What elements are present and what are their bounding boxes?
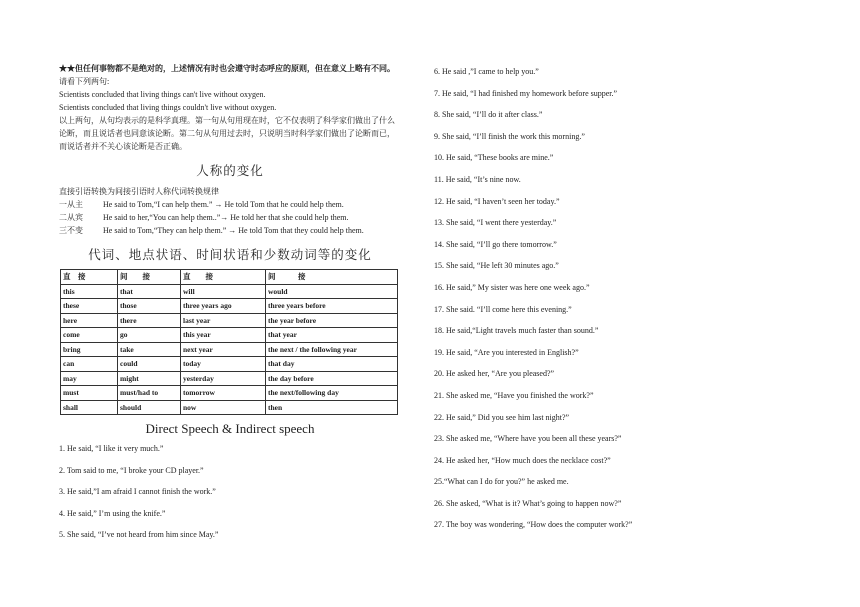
table-cell: bring (61, 342, 118, 357)
table-cell: this year (181, 328, 266, 343)
table-cell: that (118, 284, 181, 299)
exercise-item: 12. He said, “I haven’t seen her today.” (434, 196, 560, 206)
exercise-item: 10. He said, “These books are mine.” (434, 153, 554, 163)
rule-example: He said to Tom,“I can help them.” → He told Tom that he could help them. (103, 200, 344, 209)
table-cell: should (118, 400, 181, 415)
rule-example: He said to her,“You can help them..”→ He told her that she could help them. (103, 213, 349, 222)
table-cell: the year before (266, 313, 398, 328)
person-rule-row (59, 198, 401, 211)
header-direct-2: 直 接 (181, 270, 266, 285)
conversion-table (60, 269, 398, 415)
rule-example: He said to Tom,“They can help them.” → He told Tom that they could help them. (103, 226, 364, 235)
rule-key: 一从主 (59, 200, 83, 209)
exercise-item: 27. The boy was wondering, “How does the computer work?” (434, 520, 633, 530)
table-cell: those (118, 299, 181, 314)
table-cell: today (181, 357, 266, 372)
left-exercise-list (59, 445, 401, 539)
table-cell: would (266, 284, 398, 299)
right-column (434, 68, 834, 543)
header-indirect-1: 间 接 (118, 270, 181, 285)
exercise-item: 19. He said, “Are you interested in English?” (434, 347, 579, 357)
table-cell: the day before (266, 371, 398, 386)
example-sentence-2: Scientists concluded that living things couldn't live without oxygen. (59, 103, 277, 112)
person-rule-row (59, 224, 401, 237)
table-row (61, 357, 398, 372)
exercise-item: 4. He said,” I’m using the knife.” (59, 508, 166, 518)
table-row (61, 313, 398, 328)
intro-line: 请看下列两句: (59, 77, 110, 86)
table-cell: that day (266, 357, 398, 372)
exercise-item: 2. Tom said to me, “I broke your CD player.” (59, 465, 204, 475)
exercise-item: 8. She said, “I’ll do it after class.” (434, 110, 543, 120)
table-cell: three years before (266, 299, 398, 314)
exercise-item: 22. He said,” Did you see him last night?” (434, 412, 570, 422)
table-cell: could (118, 357, 181, 372)
table-cell: these (61, 299, 118, 314)
example-sentence-1: Scientists concluded that living things can't live without oxygen. (59, 90, 266, 99)
exercise-item: 23. She asked me, “Where have you been all these years?” (434, 434, 622, 444)
exercise-item: 1. He said, “I like it very much.” (59, 444, 164, 453)
table-row (61, 371, 398, 386)
rule-key: 三不变 (59, 226, 83, 235)
word-change-heading: 代词、地点状语、时间状语和少数动词等的变化 (88, 248, 372, 262)
table-cell: shall (61, 400, 118, 415)
table-row (61, 386, 398, 401)
table-row (61, 284, 398, 299)
exercise-item: 15. She said, “He left 30 minutes ago.” (434, 261, 559, 271)
table-cell: now (181, 400, 266, 415)
person-rule-title: 直接引语转换为间接引语时人称代词转换规律 (59, 187, 219, 196)
exercise-item: 17. She said. “I’ll come here this evening.” (434, 304, 572, 314)
exercise-item: 9. She said, “I’ll finish the work this morning.” (434, 131, 585, 141)
table-cell: here (61, 313, 118, 328)
right-exercise-list (434, 68, 834, 529)
exercise-item: 14. She said, “I’ll go there tomorrow.” (434, 239, 557, 249)
table-row (61, 400, 398, 415)
table-cell: come (61, 328, 118, 343)
exercise-heading: Direct Speech & Indirect speech (145, 421, 315, 436)
exercise-item: 25.“What can I do for you?” he asked me. (434, 477, 569, 487)
table-row (61, 299, 398, 314)
person-change-heading: 人称的变化 (196, 164, 264, 178)
table-cell: must/had to (118, 386, 181, 401)
table-cell: tomorrow (181, 386, 266, 401)
table-row (61, 342, 398, 357)
exercise-item: 11. He said, “It’s nine now. (434, 174, 521, 184)
table-cell: will (181, 284, 266, 299)
exercise-item: 26. She asked, “What is it? What’s going to happen now?” (434, 498, 622, 508)
table-cell: might (118, 371, 181, 386)
table-cell: then (266, 400, 398, 415)
table-cell: there (118, 313, 181, 328)
person-rule-row (59, 211, 401, 224)
exercise-item: 5. She said, “I’ve not heard from him since May.” (59, 530, 219, 540)
table-cell: next year (181, 342, 266, 357)
table-cell: can (61, 357, 118, 372)
exercise-item: 7. He said, “I had finished my homework before supper.” (434, 88, 618, 98)
table-cell: go (118, 328, 181, 343)
exercise-item: 21. She asked me, “Have you finished the work?” (434, 390, 594, 400)
exercise-item: 3. He said,”I am afraid I cannot finish the work.” (59, 487, 216, 497)
exercise-item: 20. He asked her, “Are you pleased?” (434, 369, 555, 379)
header-direct-1: 直 接 (61, 270, 118, 285)
left-column (59, 62, 401, 553)
table-cell: the next / the following year (266, 342, 398, 357)
table-cell: last year (181, 313, 266, 328)
table-cell: must (61, 386, 118, 401)
table-cell: that year (266, 328, 398, 343)
exercise-item: 13. She said, “I went there yesterday.” (434, 218, 557, 228)
table-header-row (61, 270, 398, 285)
table-cell: yesterday (181, 371, 266, 386)
table-cell: three years ago (181, 299, 266, 314)
table-cell: the next/following day (266, 386, 398, 401)
rule-key: 二从宾 (59, 213, 83, 222)
exercise-item: 16. He said,” My sister was here one week ago.” (434, 282, 590, 292)
table-row (61, 328, 398, 343)
exercise-item: 18. He said,“Light travels much faster than sound.” (434, 326, 599, 336)
table-cell: may (61, 371, 118, 386)
exercise-item: 6. He said ,”I came to help you.” (434, 67, 539, 76)
exercise-item: 24. He asked her, “How much does the necklace cost?” (434, 455, 611, 465)
explanation-paragraph: 以上两句，从句均表示的是科学真理。第一句从句用现在时，它不仅表明了科学家们做出了什么论断，而且说话者也同意该论断。第二句从句用过去时，只说明当时科学家们做出了论断而已，而说话者并不关心该论断是否正确。 (59, 116, 395, 151)
header-indirect-2: 间 接 (266, 270, 398, 285)
note-line: ★★但任何事物都不是绝对的，上述情况有时也会遵守时态呼应的原则，但在意义上略有不同。 (59, 64, 395, 73)
table-cell: take (118, 342, 181, 357)
table-cell: this (61, 284, 118, 299)
